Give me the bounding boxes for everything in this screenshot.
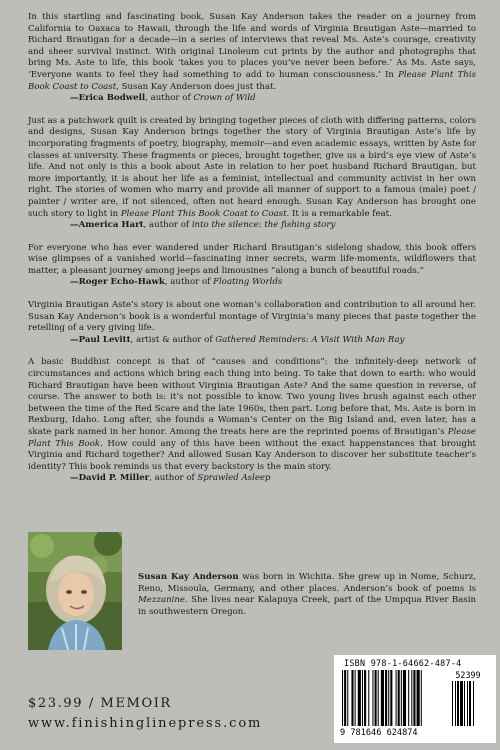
blurb-text: For everyone who has ever wandered under Richard Brautigan’s sidelong shadow, this book offers wise glimpses of a vanished world—fascinating inner secrets, warm life-moments, wildflowers that matter, a pleasant journey among jeeps and limousines “along a bunch of beautiful roads.” — [28, 242, 476, 276]
blurb-text: In this startling and fascinating book, Susan Kay Anderson takes the reader on a journey from California to Oaxaca to Hawaii, through the life and words of Virginia Brautigan Aste—married to Richard Brautigan for a decade—in a series of interviews that reveal Ms. Aste’s courage, creativity and sheer survival instinct. With original Linoleum cut prints by the author and photographs that bring Ms. Aste to life, this book ‘takes you to places you’ve never been before.’ As Ms. Aste says, ‘Everyone wants to feel they had something to add to human consciousness.’ In Please Plant This Book Coast to Coast, Susan Kay Anderson does just that. — [28, 12, 476, 92]
barcode-number: 9 781646 624874 — [340, 728, 418, 738]
author-photo — [28, 532, 122, 650]
blurb-text: A basic Buddhist concept is that of “causes and conditions”: the infinitely-deep network of circumstances and actions which bring each thing into being. To take that down to earth: who would Richard Brautigan have been without Virginia Brautigan Aste? And the same question in reverse, of course. The answer to both is: it’s not possible to know. Two young lives brush against each other between the time of the Red Scare and the late 1960s, then part. Long before that, Ms. Aste is born in Rexburg, Idaho. Long after, she founds a Woman’s Center on the Big Island and, even later, has a skate park named in her honor. Among the treats here are the reprinted poems of Brautigan’s Please Plant This Book. How could any of this have been without the exact happenstances that brought Virginia and Richard together? And allowed Susan Kay Anderson to discover her substitute teacher’s identity? This book reminds us that every backstory is the main story. — [28, 357, 477, 472]
author-portrait-image — [28, 532, 122, 650]
publisher-website: www.finishinglinepress.com — [28, 716, 263, 731]
barcode-image — [340, 670, 490, 728]
blurb-text: Virginia Brautigan Aste’s story is about one woman’s collaboration and contribution to all around her. Susan Kay Anderson’s book is a wonderful montage of Virginia’s many pieces that paste together the retelling of a very giving life. — [28, 300, 476, 334]
blurb-attribution: —Paul Levitt, artist & author of Gathered Reminders: A Visit With Man Ray — [70, 334, 405, 345]
price-genre-label: $23.99 / MEMOIR — [28, 696, 172, 711]
blurb-text: Just as a patchwork quilt is created by bringing together pieces of cloth with differing patterns, colors and designs, Susan Kay Anderson brings together the story of Virginia Brautigan Aste’s life by incorporating fragments of poetry, biography, memoir—and even academic essays, written by Aste for classes at university. These fragments or pieces, brought together, give us a bird’s eye view of Aste’s life. And not only is this a book about Aste in relation to her poet husband Richard Brautigan, but more importantly, it is about her life as a feminist, intellectual and community activist in her own right. The stories of women who marry and provide all manner of support to a famous (male) poet / painter / writer are, if not silenced, often not heard enough. Susan Kay Anderson has brought one such story to light in Please Plant This Book Coast to Coast. It is a remarkable feat. — [28, 115, 476, 219]
blurbs-section — [28, 12, 476, 485]
author-bio: Susan Kay Anderson was born in Wichita. She grew up in Nome, Schurz, Reno, Missoula, Germany, and other places. Anderson’s book of poems is Mezzanine. She lives near Kalapuya Creek, part of the Umpqua River Basin in southwestern Oregon. — [138, 572, 476, 617]
author-section — [28, 532, 476, 652]
barcode-block — [334, 655, 496, 743]
blurb-attribution: —Roger Echo-Hawk, author of Floating Worlds — [70, 277, 283, 288]
isbn-label: ISBN 978-1-64662-487-4 — [344, 658, 462, 668]
blurb-attribution: —David P. Miller, author of Sprawled Asleep — [70, 473, 271, 484]
blurb-attribution: —America Hart, author of into the silence: the fishing story — [70, 220, 336, 231]
blurb-attribution: —Erica Bodwell, author of Crown of Wild — [70, 93, 256, 104]
price-code: 52399 — [455, 670, 481, 680]
